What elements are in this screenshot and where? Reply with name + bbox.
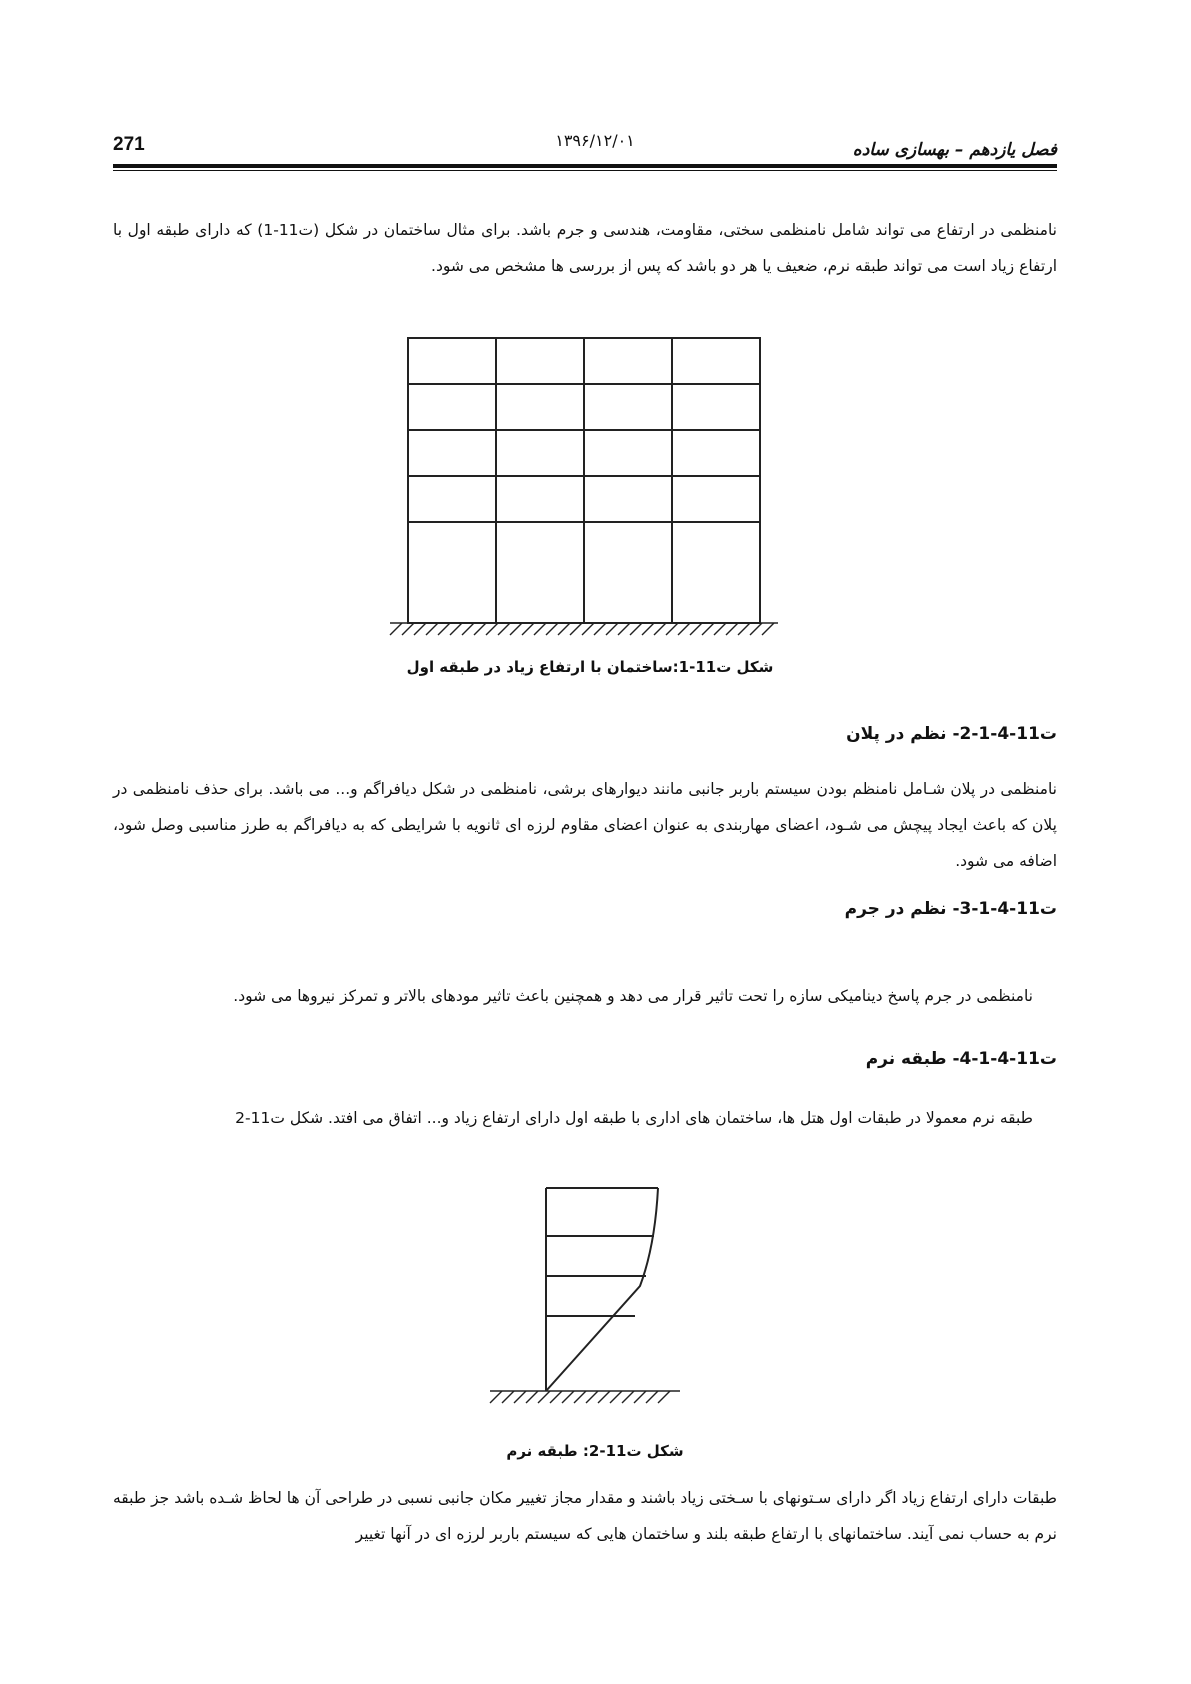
figure-1-frame [390, 336, 790, 656]
heading-soft-storey: ت11-4-1-4- طبقه نرم [865, 1049, 1057, 1069]
ground-hatch [610, 1391, 622, 1403]
ground-hatch [658, 1391, 670, 1403]
ground-hatch [702, 623, 714, 635]
ground-hatch [550, 1391, 562, 1403]
ground-hatch [562, 1391, 574, 1403]
ground-hatch [586, 1391, 598, 1403]
ground-hatch [630, 623, 642, 635]
ground-hatch [414, 623, 426, 635]
ground-hatch [526, 1391, 538, 1403]
ground-hatch [738, 623, 750, 635]
figure-1-caption: شکل ت11-1:ساختمان با ارتفاع زیاد در طبقه اول [406, 658, 774, 676]
ground-hatch [522, 623, 534, 635]
ground-hatch [538, 1391, 550, 1403]
ground-hatch [750, 623, 762, 635]
ground-hatch [666, 623, 678, 635]
ground-hatch [490, 1391, 502, 1403]
ground-hatch [402, 623, 414, 635]
heading-mass-regularity: ت11-4-1-3- نظم در جرم [844, 899, 1057, 919]
ground-hatch [570, 623, 582, 635]
ground-hatch [510, 623, 522, 635]
ground-hatch [714, 623, 726, 635]
ground-hatch [474, 623, 486, 635]
header-date: ۱۳۹۶/۱۲/۰۱ [555, 131, 635, 150]
ground-hatch [762, 623, 774, 635]
ground-hatch [534, 623, 546, 635]
header-rule [113, 164, 1057, 168]
ground-hatch [654, 623, 666, 635]
ground-hatch [726, 623, 738, 635]
ground-hatch [498, 623, 510, 635]
ground-hatch [678, 623, 690, 635]
ground-hatch [574, 1391, 586, 1403]
ground-hatch [690, 623, 702, 635]
ground-hatch [646, 1391, 658, 1403]
ground-hatch [438, 623, 450, 635]
header-rule-thin [113, 170, 1057, 171]
paragraph-2: نامنظمی در پلان شـامل نامنظم بودن سیستم باربر جانبی مانند دیوارهای برشی، نامنظمی در شکل دیافراگم و... می باشد. برای حذف نامنظمی در پلان که باعث ایجاد پیچش می شـود، اعضای مهاربندی به عنوان اعضای مقاوم لرزه ای ثانویه با شرایطی که به دیافراگم به طرز مناسبی وصل شود، اضافه می شود. [113, 780, 1057, 870]
ground-hatch [390, 623, 402, 635]
paragraph-4: طبقه نرم معمولا در طبقات اول هتل ها، ساختمان های اداری با طبقه اول دارای ارتفاع زیاد و... اتفاق می افتد. شکل ت11-2 [235, 1109, 1033, 1127]
ground-hatch [606, 623, 618, 635]
figure-2-soft-storey [490, 1186, 700, 1416]
ground-hatch [426, 623, 438, 635]
ground-hatch [598, 1391, 610, 1403]
ground-hatch [642, 623, 654, 635]
page-number: 271 [113, 134, 145, 155]
figure-2-caption: شکل ت11-2: طبقه نرم [506, 1442, 684, 1460]
ground-hatch [462, 623, 474, 635]
ground-hatch [622, 1391, 634, 1403]
ground-hatch [558, 623, 570, 635]
ground-hatch [582, 623, 594, 635]
paragraph-5: طبقات دارای ارتفاع زیاد اگر دارای سـتونهای با سـختی زیاد باشند و مقدار مجاز تغییر مکان جانبی نسبی در طراحی آن ها لحاظ شـده باشد جز طبقه نرم به حساب نمی آیند. ساختمانهای با ارتفاع طبقه بلند و ساختمان هایی که سیستم باربر لرزه ای در آنها تغییر [113, 1489, 1057, 1543]
ground-hatch [634, 1391, 646, 1403]
paragraph-1: نامنظمی در ارتفاع می تواند شامل نامنظمی سختی، مقاومت، هندسی و جرم باشد. برای مثال ساختمان در شکل (ت11-1) که دارای طبقه اول با ارتفاع زیاد است می تواند طبقه نرم، ضعیف یا هر دو باشد که پس از بررسی ها مشخص می شود. [113, 221, 1057, 275]
chapter-title: فصل یازدهم – بهسازی ساده [852, 140, 1057, 160]
ground-hatch [594, 623, 606, 635]
ground-hatch [618, 623, 630, 635]
ground-hatch [486, 623, 498, 635]
ground-hatch [546, 623, 558, 635]
paragraph-3: نامنظمی در جرم پاسخ دینامیکی سازه را تحت تاثیر قرار می دهد و همچنین باعث تاثیر مودهای بالاتر و تمرکز نیروها می شود. [233, 987, 1033, 1005]
ground-hatch [514, 1391, 526, 1403]
heading-plan-regularity: ت11-4-1-2- نظم در پلان [846, 724, 1057, 744]
ground-hatch [450, 623, 462, 635]
ground-hatch [502, 1391, 514, 1403]
